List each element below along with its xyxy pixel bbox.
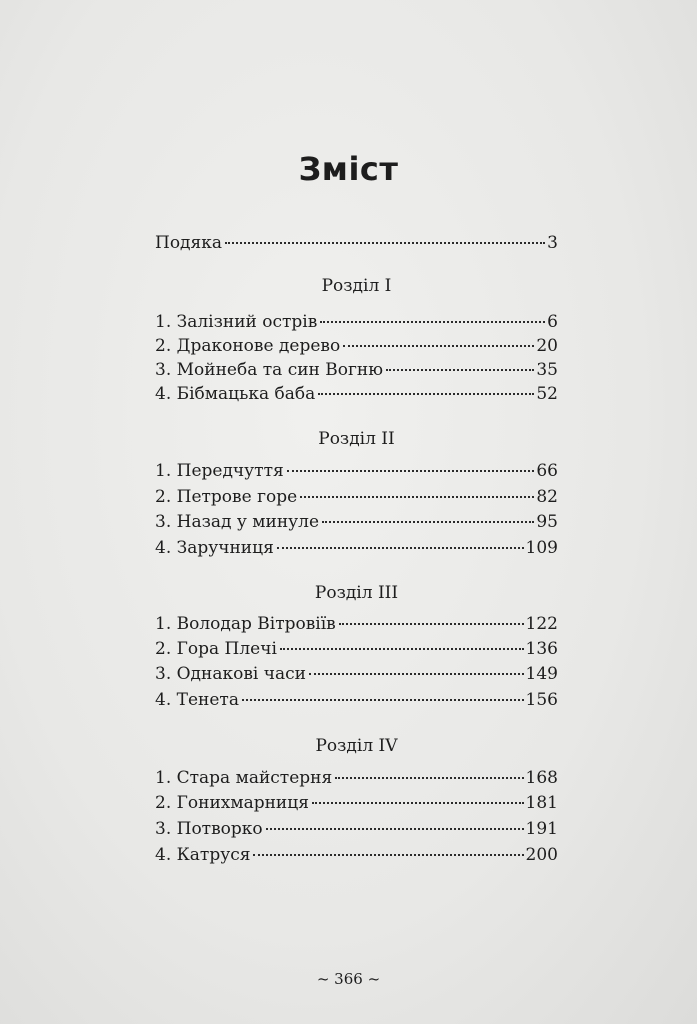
toc-entry-page: 20 <box>536 336 558 356</box>
dot-leader <box>225 242 545 244</box>
toc-entry-page: 95 <box>536 512 558 532</box>
toc-entry-page: 191 <box>525 819 558 839</box>
toc-entry-page: 122 <box>525 614 558 634</box>
dot-leader <box>287 470 535 472</box>
page-number-footer: ~ 366 ~ <box>316 970 381 988</box>
toc-entry <box>155 459 558 483</box>
dot-leader <box>343 345 534 347</box>
toc-entry-label: 2. Петрове горе <box>155 487 298 507</box>
dot-leader <box>386 369 534 371</box>
toc-entry-page: 35 <box>536 360 558 380</box>
section-heading-3: Розділ III <box>314 583 399 603</box>
dot-leader <box>242 699 524 701</box>
section-heading-4: Розділ IV <box>315 736 398 756</box>
dot-leader <box>318 393 534 395</box>
page-title: Зміст <box>298 150 399 188</box>
toc-entry <box>155 817 558 841</box>
toc-entry-page: 136 <box>525 639 558 659</box>
toc-entry <box>155 688 558 712</box>
toc-entry-label: 2. Драконове дерево <box>155 336 341 356</box>
toc-entry-label: 2. Гонихмарниця <box>155 793 309 813</box>
toc-entry <box>155 358 558 382</box>
toc-entry <box>155 766 558 790</box>
dot-leader <box>253 854 523 856</box>
toc-entry-page: 82 <box>536 487 558 507</box>
toc-entry <box>155 791 558 815</box>
dot-leader <box>339 623 524 625</box>
toc-entry-page: 156 <box>525 690 558 710</box>
toc-entry-label: 3. Потворко <box>155 819 263 839</box>
dot-leader <box>335 777 523 779</box>
toc-entry <box>155 310 558 334</box>
toc-entry-label: 1. Стара майстерня <box>155 768 333 788</box>
toc-entry-label: Подяка <box>155 233 223 253</box>
toc-entry-label: 1. Передчуття <box>155 461 284 481</box>
toc-entry <box>155 334 558 358</box>
toc-entry-page: 109 <box>525 538 558 558</box>
dot-leader <box>277 547 524 549</box>
toc-entry <box>155 536 558 560</box>
toc-entry-page: 3 <box>547 233 558 253</box>
toc-entry-page: 181 <box>525 793 558 813</box>
section-heading-1: Розділ I <box>321 276 392 296</box>
toc-entry <box>155 843 558 867</box>
dot-leader <box>266 828 524 830</box>
toc-entry-label: 4. Заручниця <box>155 538 274 558</box>
toc-entry-page: 66 <box>536 461 558 481</box>
toc-entry <box>155 382 558 406</box>
toc-entry <box>155 510 558 534</box>
dot-leader <box>320 321 545 323</box>
toc-entry-label: 1. Залізний острів <box>155 312 318 332</box>
dot-leader <box>322 521 534 523</box>
dot-leader <box>309 673 524 675</box>
dot-leader <box>312 802 524 804</box>
toc-entry <box>155 485 558 509</box>
dot-leader <box>300 496 534 498</box>
toc-entry-acknowledgements <box>155 231 558 255</box>
toc-entry-page: 200 <box>525 845 558 865</box>
toc-entry-label: 1. Володар Вітровіїв <box>155 614 336 634</box>
toc-entry-label: 3. Назад у минуле <box>155 512 320 532</box>
toc-entry-label: 4. Тенета <box>155 690 239 710</box>
section-heading-2: Розділ II <box>318 429 395 449</box>
toc-entry-page: 6 <box>547 312 558 332</box>
toc-entry <box>155 637 558 661</box>
toc-entry-label: 2. Гора Плечі <box>155 639 277 659</box>
toc-entry <box>155 662 558 686</box>
toc-entry-label: 4. Бібмацька баба <box>155 384 316 404</box>
toc-entry-page: 149 <box>525 664 558 684</box>
toc-entry-label: 4. Катруся <box>155 845 251 865</box>
toc-entry-page: 52 <box>536 384 558 404</box>
toc-entry-label: 3. Мойнеба та син Вогню <box>155 360 384 380</box>
toc-entry-label: 3. Однакові часи <box>155 664 306 684</box>
toc-entry <box>155 612 558 636</box>
toc-entry-page: 168 <box>525 768 558 788</box>
dot-leader <box>280 648 524 650</box>
